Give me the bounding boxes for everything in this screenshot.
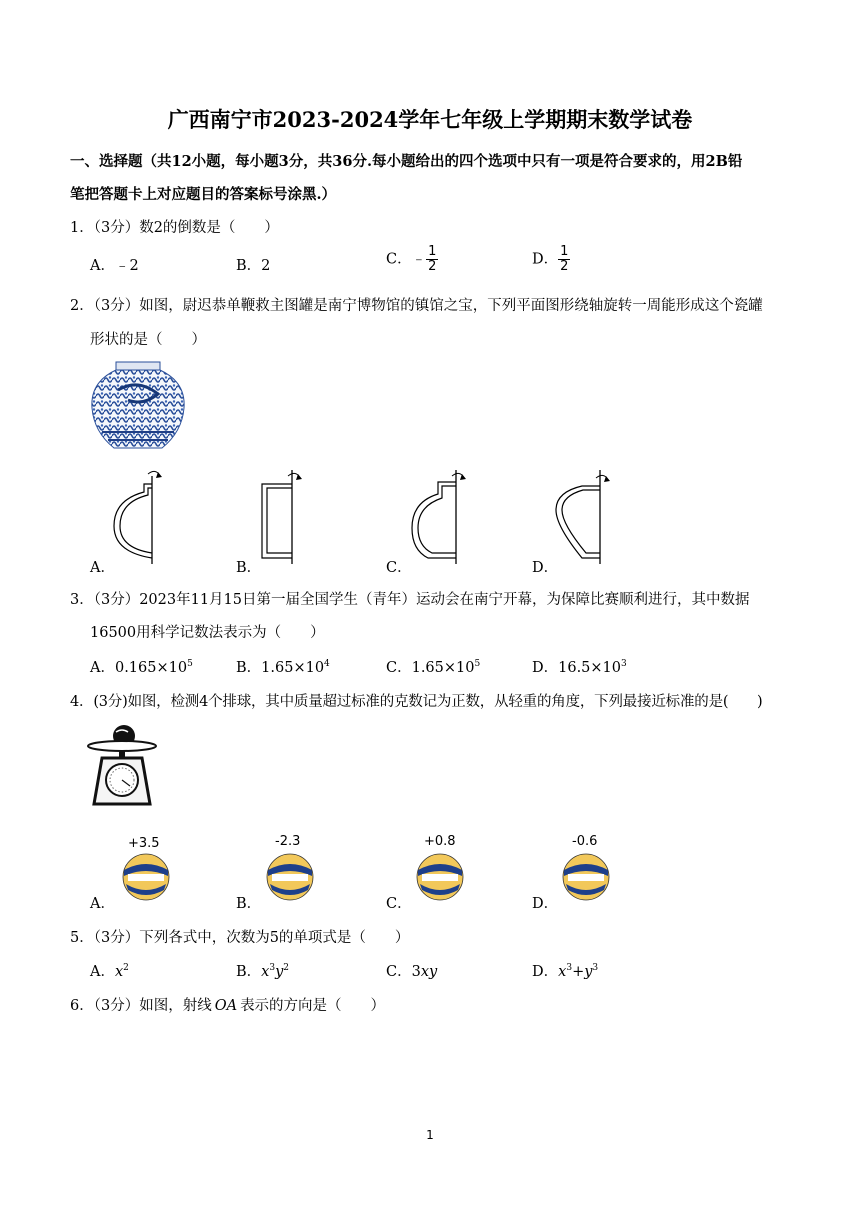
- page-number: 1: [426, 1128, 434, 1142]
- q3-option-c: [386, 656, 480, 677]
- q1-option-c-prefix: C．﹣: [386, 251, 427, 268]
- exponent: 3: [269, 963, 276, 974]
- volleyball-icon: [262, 852, 318, 902]
- q3-option-b-text: B．1.65×10: [236, 660, 325, 676]
- q4-option-b: B．: [236, 896, 262, 912]
- volleyball-icon: [412, 852, 468, 902]
- q5-option-a-label: A．: [90, 964, 115, 980]
- question-3-line1: 3．（3分）2023年11月15日第一届全国学生（青年）运动会在南宁开幕，为保障比赛顺利进行，其中数据: [70, 592, 750, 608]
- q3-option-b: [236, 656, 330, 677]
- denominator: 2: [560, 259, 569, 274]
- section-heading-line2: 笔把答题卡上对应题目的答案标号涂黑.）: [70, 186, 337, 203]
- page-title: 广西南宁市2023-2024学年七年级上学期期末数学试卷: [167, 107, 693, 132]
- q5-option-b: [236, 960, 289, 981]
- question-2-line2: 形状的是（ ）: [90, 332, 206, 348]
- question-6-suffix: 表示的方向是（ ）: [240, 998, 386, 1014]
- q5-option-b-label: B．: [236, 964, 262, 980]
- variable: y: [275, 964, 284, 980]
- q2-option-d: D．: [532, 560, 559, 576]
- variable: x: [114, 964, 124, 980]
- variable: xy: [420, 964, 438, 980]
- exponent: 4: [324, 659, 330, 670]
- exponent: 3: [566, 963, 573, 974]
- q4-ball-c-value: +0.8: [424, 834, 456, 849]
- exponent: 5: [187, 659, 193, 670]
- plus-sign: +: [572, 964, 585, 980]
- q5-option-c-label: C．: [386, 964, 412, 980]
- coefficient: 3: [411, 964, 421, 980]
- variable: x: [558, 964, 567, 980]
- q4-ball-a-value: +3.5: [128, 836, 160, 851]
- q1-option-d: [532, 245, 570, 274]
- q3-option-c-text: C．1.65×10: [386, 660, 475, 676]
- q1-option-c-fraction: [426, 245, 438, 274]
- question-6-text: [70, 994, 385, 1015]
- question-2-line1: 2．（3分）如图，尉迟恭单鞭救主图罐是南宁博物馆的镇馆之宝，下列平面图形绕轴旋转一周能形成这个瓷罐: [70, 298, 763, 314]
- section-heading-line1: 一、选择题（共12小题，每小题3分，共36分.每小题给出的四个选项中只有一项是符合要求的，用2B铅: [70, 153, 743, 170]
- q5-option-c: [386, 960, 437, 981]
- q4-ball-b-value: -2.3: [275, 834, 301, 849]
- denominator: 2: [428, 259, 437, 274]
- exponent: 2: [123, 963, 129, 974]
- volleyball-icon: [558, 852, 614, 902]
- q1-option-b: B．2: [236, 258, 271, 274]
- ray-name: OA: [214, 998, 238, 1014]
- exponent: 5: [474, 659, 481, 670]
- exponent: 3: [621, 659, 627, 670]
- question-6-prefix: 6．（3分）如图，射线: [70, 998, 212, 1014]
- q4-ball-d-value: -0.6: [572, 834, 598, 849]
- exponent: 3: [592, 963, 599, 974]
- exponent: 2: [283, 963, 290, 974]
- q5-option-d: [532, 960, 598, 981]
- q2-shape-a: [100, 466, 170, 566]
- q3-option-d: [532, 656, 627, 677]
- q2-option-c: C．: [386, 560, 412, 576]
- q2-option-b: B．: [236, 560, 262, 576]
- q5-option-d-label: D．: [532, 964, 559, 980]
- q3-option-a: [90, 656, 193, 677]
- question-3-line2: 16500用科学记数法表示为（ ）: [90, 625, 325, 641]
- scale-image: [86, 722, 158, 808]
- numerator: 1: [428, 244, 437, 259]
- q1-option-d-fraction: [558, 245, 570, 274]
- q5-option-a: [90, 960, 129, 981]
- question-5-text: 5．（3分）下列各式中，次数为5的单项式是（ ）: [70, 930, 410, 946]
- q2-shape-d: [548, 466, 623, 566]
- q3-option-a-text: A．0.165×10: [90, 660, 188, 676]
- q2-shape-b: [248, 466, 318, 566]
- q4-option-a: A．: [90, 896, 115, 912]
- numerator: 1: [560, 244, 569, 259]
- porcelain-jar-image: [88, 360, 188, 452]
- q1-option-a: A．﹣2: [90, 258, 139, 274]
- q4-option-c: C．: [386, 896, 412, 912]
- variable: y: [584, 964, 593, 980]
- volleyball-icon: [118, 852, 174, 902]
- q4-option-d: D．: [532, 896, 559, 912]
- q1-option-d-prefix: D．: [532, 251, 559, 268]
- q2-shape-c: [400, 466, 475, 566]
- q2-option-a: A．: [90, 560, 115, 576]
- q3-option-d-text: D．16.5×10: [532, 660, 622, 676]
- q1-option-c: [386, 245, 438, 274]
- question-4-text: 4．(3分)如图，检测4个排球，其中质量超过标准的克数记为正数，从轻重的角度，下列最接近标准的是( ): [70, 694, 763, 710]
- variable: x: [261, 964, 270, 980]
- question-1-text: 1．（3分）数2的倒数是（ ）: [70, 220, 279, 236]
